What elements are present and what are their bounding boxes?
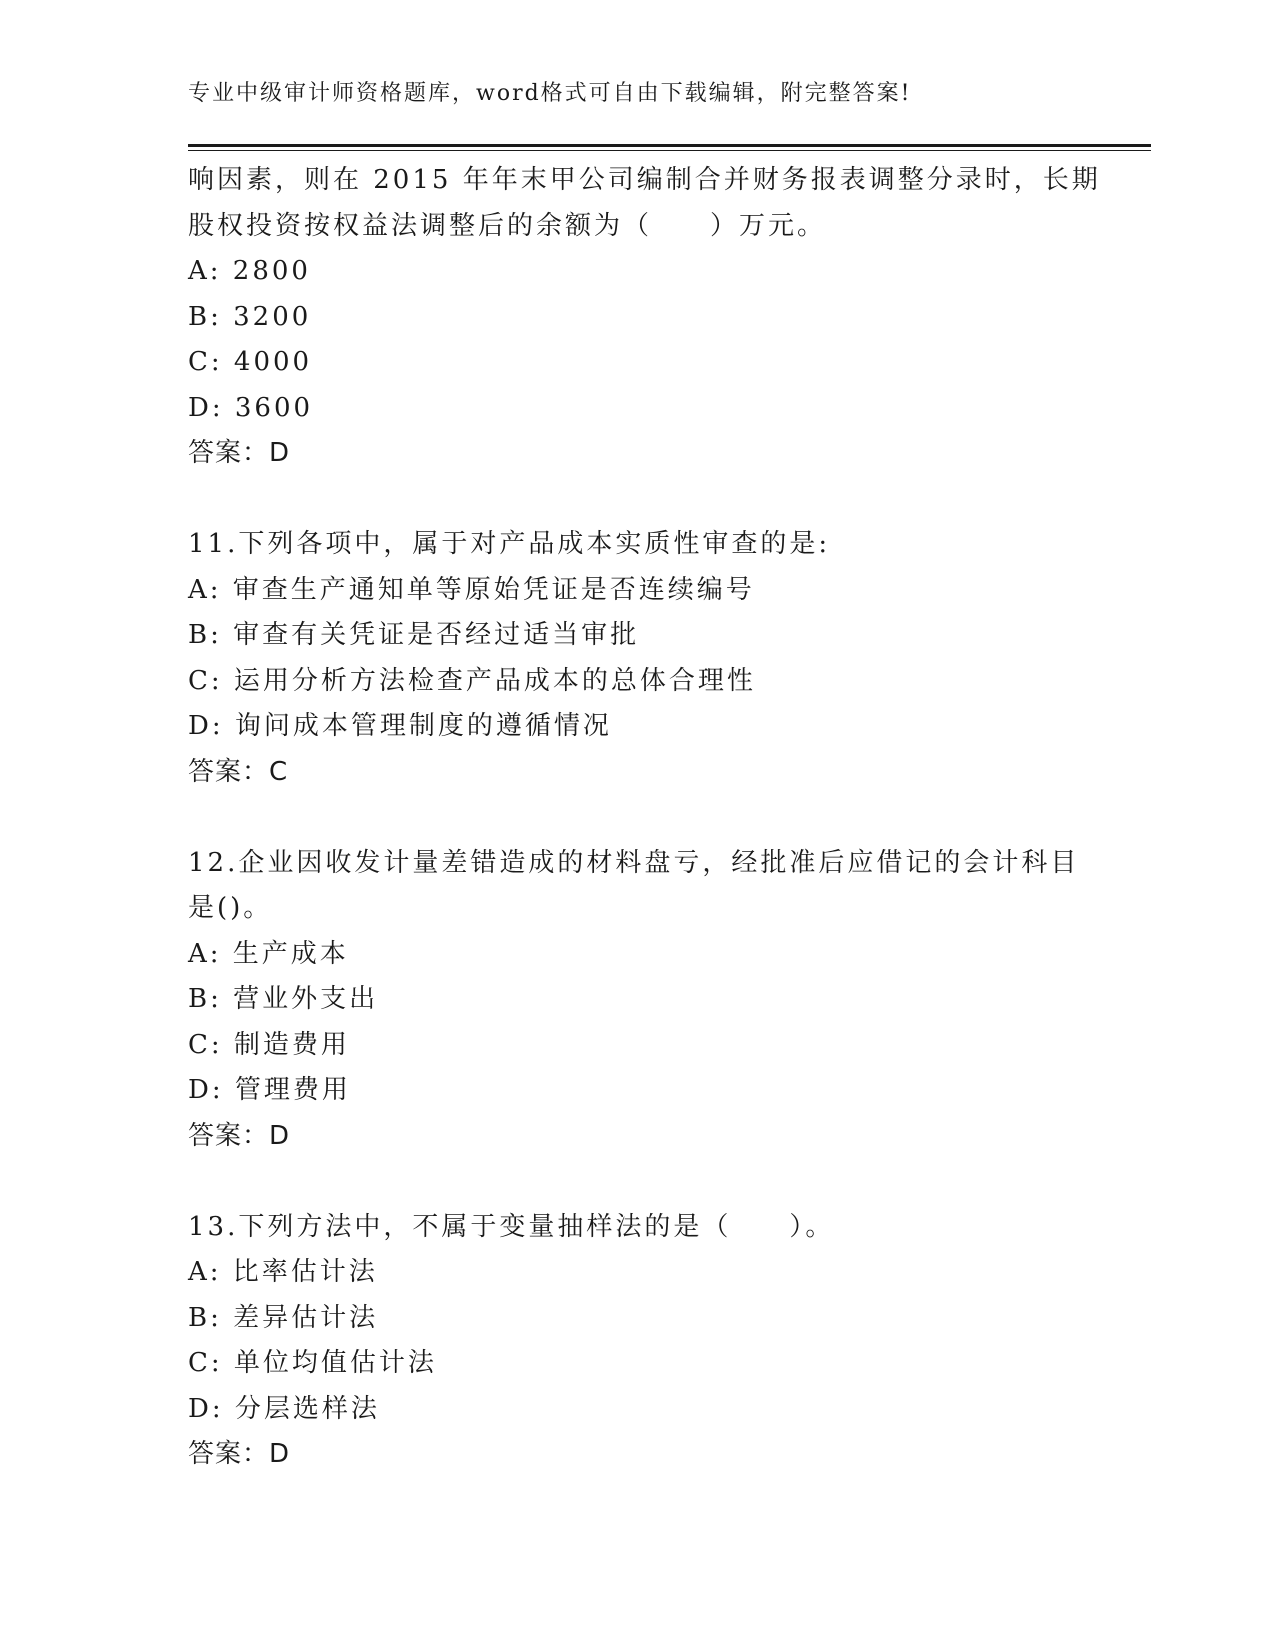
option-b: B: 3200: [188, 301, 312, 332]
option-b: B: 营业外支出: [188, 984, 379, 1014]
question-10: [188, 158, 1128, 477]
answer: 答案：D: [188, 1439, 291, 1469]
option-a: A: 生产成本: [188, 938, 349, 969]
option-b: B: 差异估计法: [188, 1302, 379, 1333]
option-d: D: 管理费用: [188, 1075, 351, 1105]
answer: 答案：C: [188, 756, 289, 787]
question-text: 12.企业因收发计量差错造成的材料盘亏，经批准后应借记的会计科目: [188, 847, 1080, 878]
option-a: A: 2800: [188, 256, 311, 286]
option-d: D: 分层选样法: [188, 1393, 380, 1424]
option-c: C: 制造费用: [188, 1029, 350, 1060]
option-c: C: 单位均值估计法: [188, 1348, 437, 1378]
document-body: [188, 158, 1128, 1478]
spacer: [188, 1159, 1128, 1205]
answer: 答案：D: [188, 438, 291, 468]
option-d: D: 询问成本管理制度的遵循情况: [188, 711, 612, 741]
option-c: C: 运用分析方法检查产品成本的总体合理性: [188, 665, 756, 696]
option-a: A: 比率估计法: [188, 1257, 378, 1287]
answer: 答案：D: [188, 1120, 291, 1151]
page-header: 专业中级审计师资格题库，word格式可自由下载编辑，附完整答案!: [188, 81, 912, 106]
spacer: [188, 795, 1128, 841]
option-a: A: 审查生产通知单等原始凭证是否连续编号: [188, 574, 755, 605]
question-text: 13.下列方法中，不属于变量抽样法的是（ ）。: [188, 1211, 835, 1242]
option-b: B: 审查有关凭证是否经过适当审批: [188, 620, 640, 650]
header-rule-thick: [188, 144, 1151, 147]
option-d: D: 3600: [188, 392, 314, 423]
question-text: 响因素，则在 2015 年年末甲公司编制合并财务报表调整分录时，长期: [188, 165, 1101, 195]
spacer: [188, 477, 1128, 523]
header-rule-thin: [188, 150, 1151, 151]
question-13: [188, 1205, 1128, 1478]
option-c: C: 4000: [188, 347, 313, 377]
question-text: 股权投资按权益法调整后的余额为（ ）万元。: [188, 210, 827, 241]
question-text: 是()。: [188, 893, 273, 923]
question-text: 11.下列各项中，属于对产品成本实质性审查的是:: [188, 529, 831, 559]
question-12: [188, 841, 1128, 1160]
question-11: [188, 522, 1128, 795]
